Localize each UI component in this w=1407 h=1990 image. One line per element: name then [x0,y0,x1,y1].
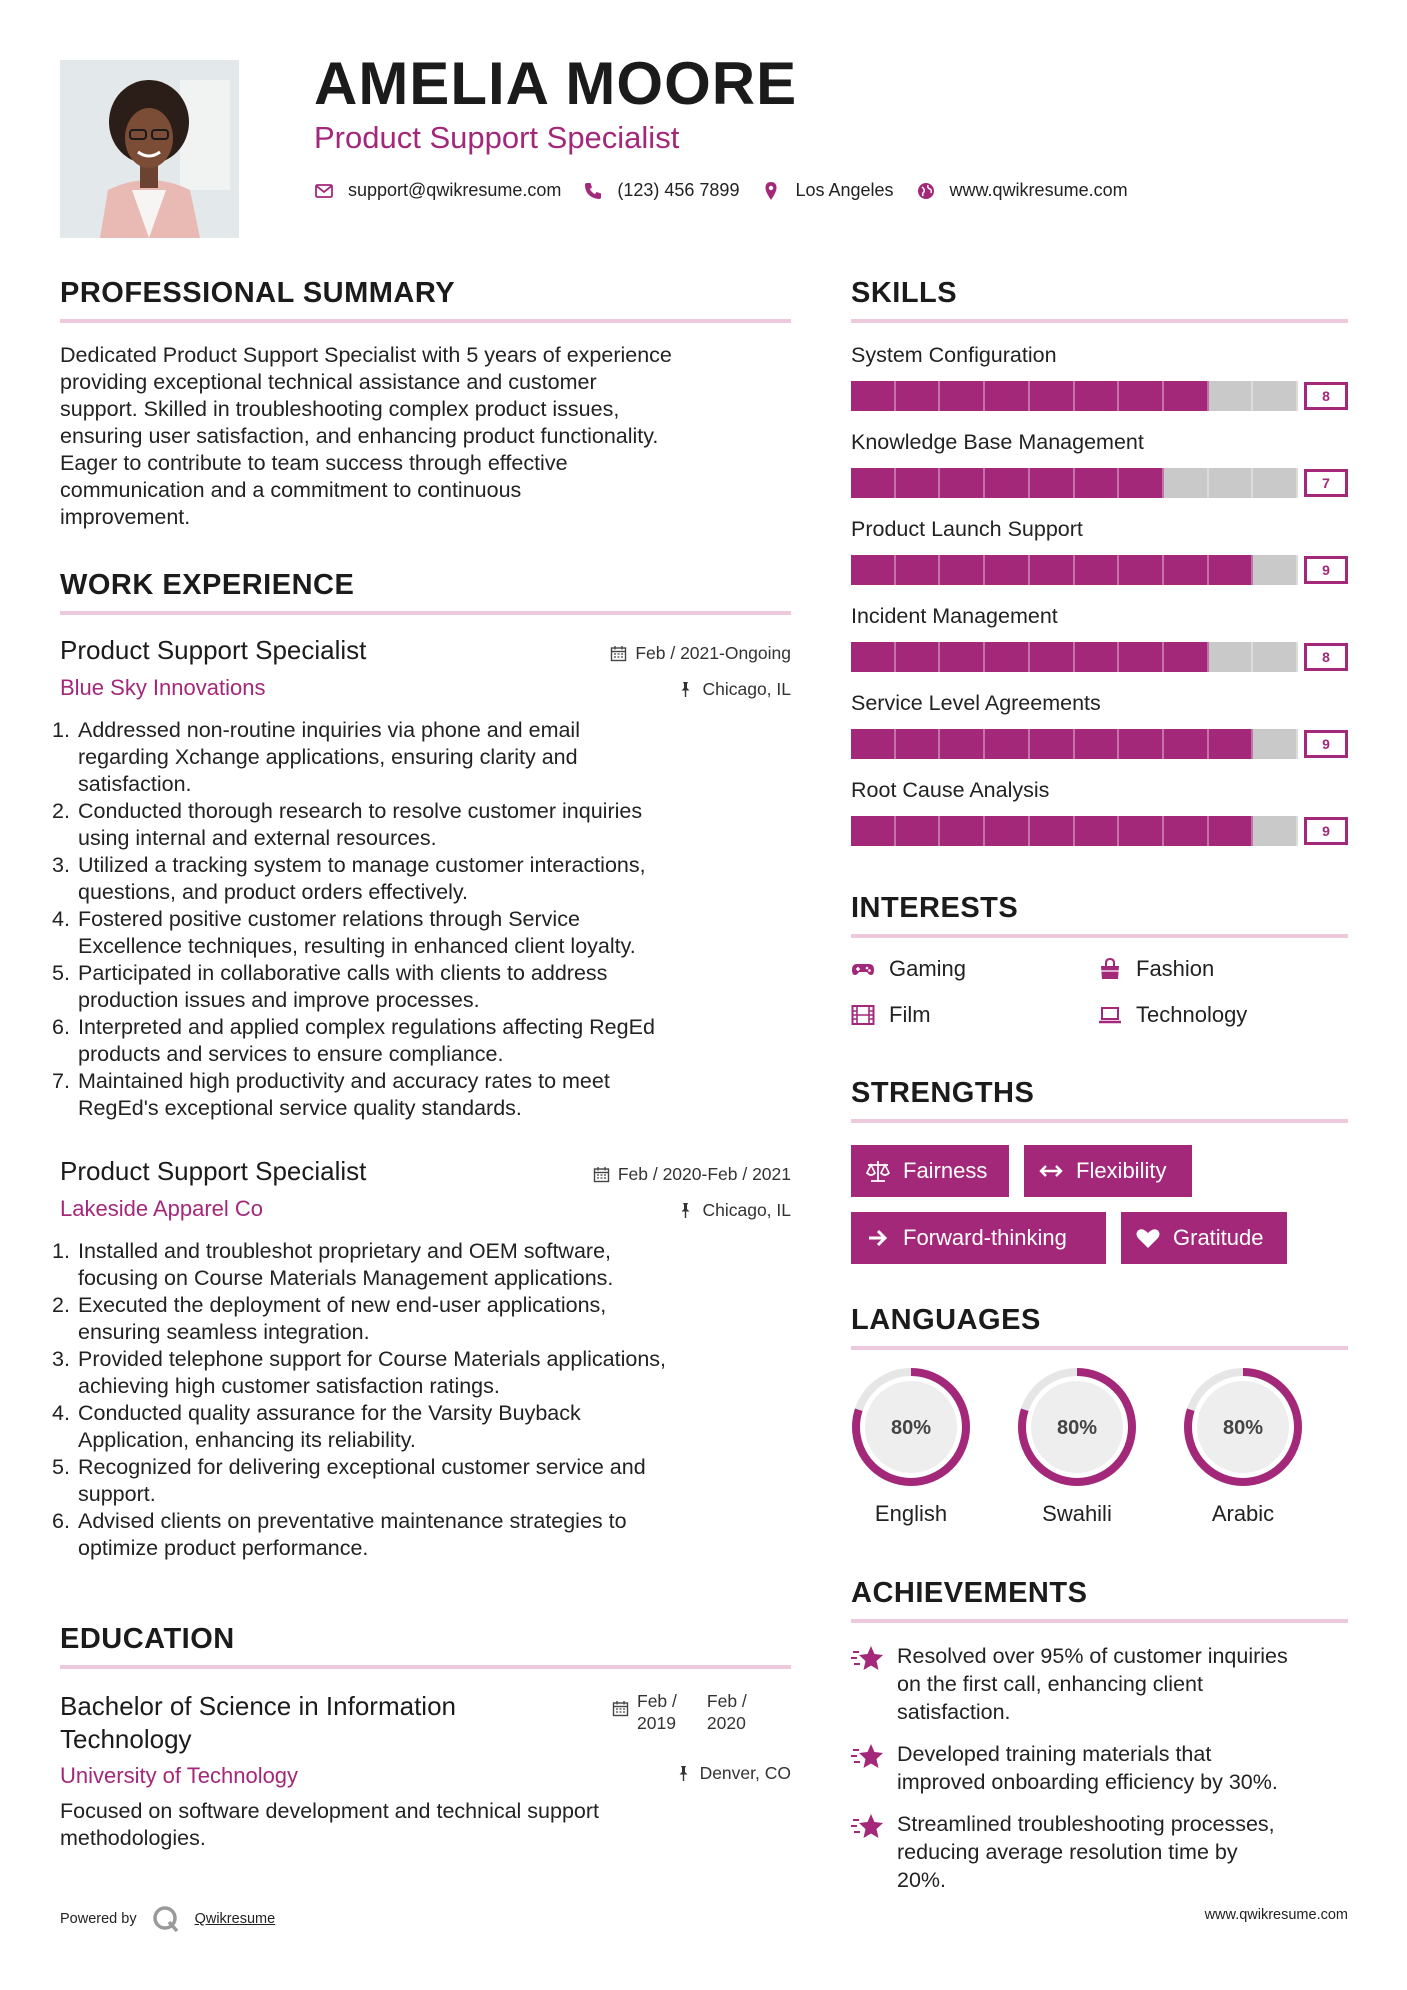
skill-level-badge: 8 [1304,382,1348,410]
star-award-icon [851,1812,887,1842]
skill-bar-segment [940,381,985,411]
skill-bar-segment [940,642,985,672]
skill-bar-segment [1209,555,1254,585]
skill-item [851,519,1348,606]
language-ring [1014,1364,1140,1490]
summary-line: Dedicated Product Support Specialist with 5 years of experience [60,343,672,367]
strengths-heading: STRENGTHS [851,1077,1035,1109]
skill-bar-segment [1119,729,1164,759]
contact-location: Los Angeles [795,180,894,200]
job-1-location-row [500,679,791,700]
skill-label: Root Cause Analysis [851,778,1050,802]
skill-bar-segment [1164,555,1209,585]
skill-bar-segment [1030,816,1075,846]
skill-bar-segment [1164,729,1209,759]
skill-bar-segment [940,816,985,846]
languages-rule [851,1346,1348,1350]
heart-icon [1135,1225,1161,1251]
skill-bar-segment [1209,468,1254,498]
skill-bar-segment [1119,555,1164,585]
skill-bar-segment [1164,816,1209,846]
list-item: 6. Advised clients on preventative maintenance strategies to optimize product performance. [52,1509,627,1560]
skill-bar-segment [1164,381,1209,411]
summary-line: Eager to contribute to team success through effective [60,451,568,475]
education-location-row [560,1763,791,1784]
skill-bar-segment [940,555,985,585]
skill-bar-segment [985,729,1030,759]
skill-bar-segment [1030,381,1075,411]
skill-label: Incident Management [851,604,1058,628]
skill-bar-segment [1075,555,1120,585]
skill-bar-segment [896,642,941,672]
skill-bar-segment [985,555,1030,585]
skill-label: System Configuration [851,343,1057,367]
calendar-icon [610,645,627,662]
skill-bar-segment [851,729,896,759]
calendar-icon [612,1700,629,1717]
list-item: 4. Conducted quality assurance for the Varsity Buyback Application, enhancing its reliability. [52,1401,581,1452]
language-name: English [874,1501,948,1526]
interest-technology: Technology [1098,1002,1247,1028]
film-icon [851,1003,875,1027]
shopping-bag-icon [1098,957,1122,981]
list-item: 1. Addressed non-routine inquiries via phone and email regarding Xchange applications, ensuring clarity and satisfaction. [52,718,580,796]
job-1-company: Blue Sky Innovations [60,675,266,700]
skill-label: Product Launch Support [851,517,1083,541]
achievements-heading: ACHIEVEMENTS [851,1577,1088,1609]
job-1-bullets [52,717,800,1122]
pushpin-icon [677,681,694,698]
strengths-rule [851,1119,1348,1123]
language-ring [848,1364,974,1490]
job-2-dates: Feb / 2020-Feb / 2021 [617,1164,791,1184]
skill-bar-segment [1253,555,1298,585]
skill-level-badge: 9 [1304,817,1348,845]
job-1-dates-row [500,643,791,664]
skill-bar-segment [1075,381,1120,411]
skill-item [851,432,1348,519]
skills-list [851,345,1348,867]
skill-bar [851,555,1348,585]
strength-fairness: Fairness [851,1145,1009,1197]
interest-gaming: Gaming [851,956,966,982]
summary-line: improvement. [60,505,191,529]
language-name: Arabic [1211,1501,1275,1526]
education-school: University of Technology [60,1763,299,1788]
skill-level-badge: 9 [1304,556,1348,584]
education-dates: Feb / 2019 Feb / 2020 [612,1690,747,1734]
education-degree: Bachelor of Science in Information Technology [60,1691,456,1754]
job-2-bullets [52,1238,800,1562]
experience-rule [60,611,791,615]
skill-bar-segment [851,555,896,585]
balance-scale-icon [865,1158,891,1184]
footer-powered-by: Powered by Qwikresume [60,1904,275,1934]
skill-item [851,345,1348,432]
achievement-item: Resolved over 95% of customer inquiries on the first call, enhancing client satisfaction. [851,1642,1351,1726]
skill-bar-segment [1030,468,1075,498]
list-item: 5. Participated in collaborative calls with clients to address production issues and improve processes. [52,961,608,1012]
skill-bar-segment [1253,381,1298,411]
education-rule [60,1665,791,1669]
skill-bar [851,729,1348,759]
contact-bar [314,180,1150,201]
job-2-company: Lakeside Apparel Co [60,1196,264,1221]
calendar-icon [593,1166,610,1183]
language-item [1180,1364,1306,1527]
language-item [1014,1364,1140,1527]
skill-item [851,780,1348,867]
achievements-list [851,1642,1351,1894]
footer-url[interactable]: www.qwikresume.com [1204,1907,1348,1923]
skills-rule [851,319,1348,323]
summary-text [60,342,800,531]
job-2-location-row [480,1200,791,1221]
skill-bar-segment [1075,816,1120,846]
skill-level-badge: 9 [1304,730,1348,758]
list-item: 5. Recognized for delivering exceptional customer service and support. [52,1455,646,1506]
email-icon [314,181,334,201]
globe-icon [916,181,936,201]
laptop-icon [1098,1003,1122,1027]
language-ring [1180,1364,1306,1490]
strength-forward-thinking: Forward-thinking [851,1212,1106,1264]
skill-bar-segment [1253,729,1298,759]
achievements-rule [851,1619,1348,1623]
list-item: 7. Maintained high productivity and accuracy rates to meet RegEd's exceptional service quality standards. [52,1069,610,1120]
skill-bar-segment [1119,468,1164,498]
contact-phone[interactable]: (123) 456 7899 [617,180,740,200]
phone-icon [583,181,603,201]
job-1-dates: Feb / 2021-Ongoing [635,643,791,663]
skill-bar-segment [1075,468,1120,498]
list-item: 2. Executed the deployment of new end-user applications, ensuring seamless integration. [52,1293,607,1344]
skill-bar [851,642,1348,672]
summary-rule [60,319,791,323]
list-item: 4. Fostered positive customer relations through Service Excellence techniques, resulting in enhanced client loyalty. [52,907,636,958]
qwikresume-logo-icon [151,1904,181,1934]
job-1-title: Product Support Specialist [60,635,367,665]
skill-bar-segment [851,816,896,846]
skill-bar-segment [1209,729,1254,759]
strength-gratitude: Gratitude [1121,1212,1287,1264]
skill-bar-segment [896,729,941,759]
summary-line: support. Skilled in troubleshooting complex product issues, [60,397,620,421]
arrow-right-icon [865,1225,891,1251]
list-item: 6. Interpreted and applied complex regulations affecting RegEd products and services to ensure compliance. [52,1015,655,1066]
skill-bar-segment [985,642,1030,672]
location-pin-icon [761,181,781,201]
skill-bar-segment [1075,729,1120,759]
list-item: 1. Installed and troubleshot proprietary and OEM software, focusing on Course Materials Management applications. [52,1239,614,1290]
summary-line: communication and a commitment to continuous [60,478,522,502]
list-item: 2. Conducted thorough research to resolve customer inquiries using internal and external resources. [52,799,643,850]
skill-bar-segment [1253,642,1298,672]
job-1-location: Chicago, IL [702,679,791,699]
skill-bar-segment [985,468,1030,498]
skill-bar-segment [1119,642,1164,672]
skill-bar-segment [1119,381,1164,411]
languages-list [848,1364,1348,1534]
list-item: 3. Utilized a tracking system to manage customer interactions, questions, and product orders effectively. [52,853,646,904]
language-percent-label: 80% [1056,1417,1098,1439]
skill-bar-segment [985,381,1030,411]
pushpin-icon [677,1202,694,1219]
skill-level-badge: 7 [1304,469,1348,497]
language-name: Swahili [1042,1501,1112,1526]
skill-bar-segment [1253,816,1298,846]
star-award-icon [851,1742,887,1772]
portrait-illustration [60,60,239,238]
skill-label: Service Level Agreements [851,691,1101,715]
skill-bar-segment [851,642,896,672]
summary-line: ensuring user satisfaction, and enhancing product functionality. [60,424,659,448]
achievement-item: Streamlined troubleshooting processes, reducing average resolution time by 20%. [851,1810,1351,1894]
skill-bar-segment [896,381,941,411]
strength-flexibility: Flexibility [1024,1145,1192,1197]
achievement-item: Developed training materials that improved onboarding efficiency by 30%. [851,1740,1351,1796]
skill-bar-segment [1030,729,1075,759]
education-description: Focused on software development and technical support methodologies. [60,1799,600,1850]
job-2-dates-row [480,1164,791,1185]
summary-heading: PROFESSIONAL SUMMARY [60,277,456,309]
list-item: 3. Provided telephone support for Course Materials applications, achieving high customer satisfaction ratings. [52,1347,666,1398]
education-heading: EDUCATION [60,1623,235,1655]
language-item [848,1364,974,1527]
skill-item [851,606,1348,693]
skill-bar-segment [940,729,985,759]
skill-bar-segment [1209,381,1254,411]
candidate-title: Product Support Specialist [314,120,680,155]
skill-bar-segment [1253,468,1298,498]
arrows-horizontal-icon [1038,1158,1064,1184]
skill-bar-segment [896,816,941,846]
skill-bar [851,816,1348,846]
gamepad-icon [851,957,875,981]
skill-bar-segment [896,555,941,585]
skill-bar-segment [851,381,896,411]
skill-bar-segment [1075,642,1120,672]
skill-label: Knowledge Base Management [851,430,1144,454]
skill-bar-segment [1030,555,1075,585]
pushpin-icon [675,1765,692,1782]
footer-brand-link[interactable]: Qwikresume [194,1911,276,1927]
skill-item [851,693,1348,780]
summary-line: providing exceptional technical assistance and customer [60,370,597,394]
interest-film: Film [851,1002,931,1028]
skill-bar-segment [985,816,1030,846]
contact-website[interactable]: www.qwikresume.com [949,180,1128,200]
skill-bar-segment [1209,816,1254,846]
star-award-icon [851,1644,887,1674]
skill-bar [851,468,1348,498]
candidate-name: AMELIA MOORE [314,50,798,117]
languages-heading: LANGUAGES [851,1304,1041,1336]
skill-bar-segment [1119,816,1164,846]
language-percent-label: 80% [1222,1417,1264,1439]
skills-heading: SKILLS [851,277,958,309]
skill-bar-segment [1209,642,1254,672]
job-2-title: Product Support Specialist [60,1156,367,1186]
skill-bar-segment [1164,468,1209,498]
interests-rule [851,934,1348,938]
experience-heading: WORK EXPERIENCE [60,569,355,601]
skill-bar-segment [1164,642,1209,672]
skill-bar-segment [1030,642,1075,672]
education-location: Denver, CO [699,1763,791,1783]
contact-email[interactable]: support@qwikresume.com [348,180,562,200]
interest-fashion: Fashion [1098,956,1214,982]
skill-bar-segment [896,468,941,498]
interests-heading: INTERESTS [851,892,1019,924]
skill-bar-segment [851,468,896,498]
language-percent-label: 80% [890,1417,932,1439]
skill-bar-segment [940,468,985,498]
job-2-location: Chicago, IL [702,1200,791,1220]
profile-photo [60,60,239,238]
skill-bar [851,381,1348,411]
skill-level-badge: 8 [1304,643,1348,671]
